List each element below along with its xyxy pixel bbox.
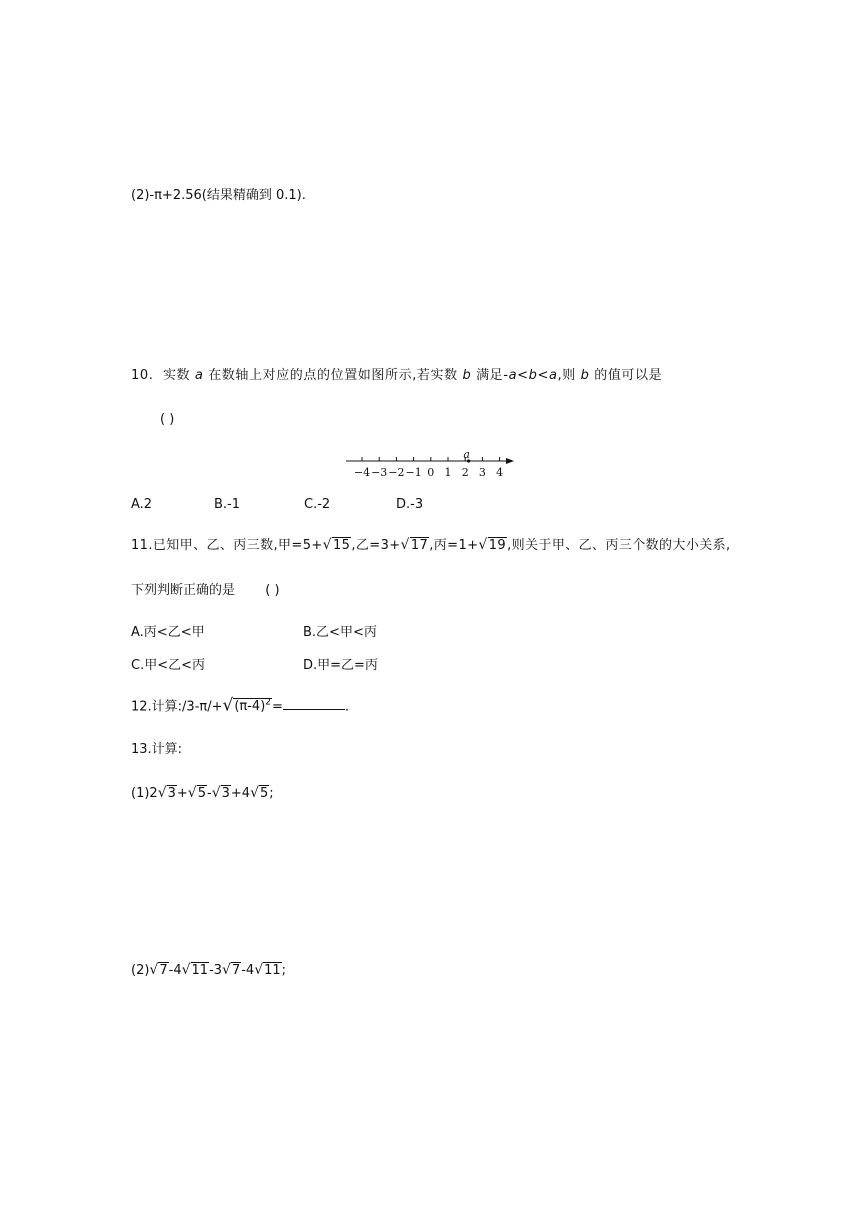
q11-option-d: D.甲=乙=丙 (303, 658, 378, 673)
q13-part1: (1)2√3+√5-√3+4√5; (131, 785, 274, 801)
number-line-tick-label: −4 (353, 466, 371, 479)
q13-p2-sqrt-7a: √7 (149, 962, 168, 978)
q13-p1-sqrt-5a: √5 (187, 785, 206, 801)
number-line-tick-label: 2 (461, 466, 469, 479)
q13-p2-sqrt-11a: √11 (181, 962, 209, 978)
q11-answer-paren: ( ) (265, 583, 280, 598)
q13-p2-sqrt-11b: √11 (254, 962, 281, 978)
number-line-ticks (362, 457, 500, 461)
q13-p1-sqrt-5b: √5 (250, 785, 269, 801)
q10-text-3: 满足 (476, 368, 504, 383)
q13-p1-sqrt-3a: √3 (157, 785, 176, 801)
q10-number: 10. (131, 368, 154, 383)
number-line-tick-label: −2 (388, 466, 405, 479)
number-line-arrow-icon (506, 458, 514, 464)
q11-line-2 (131, 582, 280, 600)
q10-option-a: A.2 (131, 497, 153, 512)
q10-var-b: b (462, 368, 472, 383)
number-line-tick-label: 3 (478, 466, 486, 479)
q13-title: 13.计算: (131, 742, 183, 757)
q13-part2: (2)√7-4√11-3√7-4√11; (131, 962, 287, 978)
q11-stem (131, 536, 731, 555)
q10-var-b2: b (580, 368, 590, 383)
q11-text-3: ,丙=1+ (429, 538, 479, 553)
q10-condition: -a<b<a (503, 368, 558, 383)
q10-stem (131, 367, 662, 385)
q13-p1-sqrt-3b: √3 (211, 785, 230, 801)
q10-text-4: ,则 (557, 368, 576, 383)
q11-option-c: C.甲<乙<丙 (131, 658, 205, 673)
q10-var-a: a (194, 368, 204, 383)
q10-text-2: 在数轴上对应的点的位置如图所示,若实数 (208, 368, 458, 383)
number-line-tick-label: 4 (496, 466, 504, 479)
number-line-tick-label: 0 (427, 466, 435, 479)
q11-line2-text: 下列判断正确的是 (131, 583, 236, 598)
q11-option-b: B.乙<甲<丙 (303, 625, 377, 640)
number-line-labels (354, 466, 503, 479)
q12-answer-blank[interactable] (283, 697, 345, 710)
number-line-tick-label: 1 (444, 466, 452, 479)
q11-sqrt-17: √17 (400, 537, 429, 553)
q12-text-1: 12.计算:/3-π/+ (131, 699, 223, 715)
q11-sqrt-19: √19 (478, 537, 507, 553)
number-line-point-label: a (463, 449, 470, 461)
q10-text-1: 实数 (162, 368, 191, 383)
number-line-figure (344, 449, 516, 481)
number-line-tick-label: −1 (405, 466, 422, 479)
q11-text-1: 11.已知甲、乙、丙三数,甲=5+ (131, 538, 323, 553)
number-line-tick-label: −3 (371, 466, 388, 479)
q9-part2: (2)-π+2.56(结果精确到 0.1). (131, 188, 306, 203)
q10-answer-paren: ( ) (160, 412, 175, 427)
q11-sqrt-15: √15 (322, 537, 351, 553)
q10-text-5: 的值可以是 (594, 368, 663, 383)
q11-text-2: ,乙=3+ (351, 538, 401, 553)
q12-period: . (344, 699, 350, 715)
q10-option-d: D.-3 (396, 497, 424, 512)
q12-sqrt: $√(\pi-4)^2$ (222, 695, 272, 716)
q11-option-a: A.丙<乙<甲 (131, 625, 205, 640)
q13-p2-sqrt-7b: √7 (222, 962, 241, 978)
q11-text-4: ,则关于甲、乙、丙三个数的大小关系, (507, 538, 731, 553)
q12-equals: = (272, 699, 283, 715)
q12-stem (131, 694, 349, 716)
q10-option-c: C.-2 (304, 497, 331, 512)
q10-option-b: B.-1 (214, 497, 241, 512)
